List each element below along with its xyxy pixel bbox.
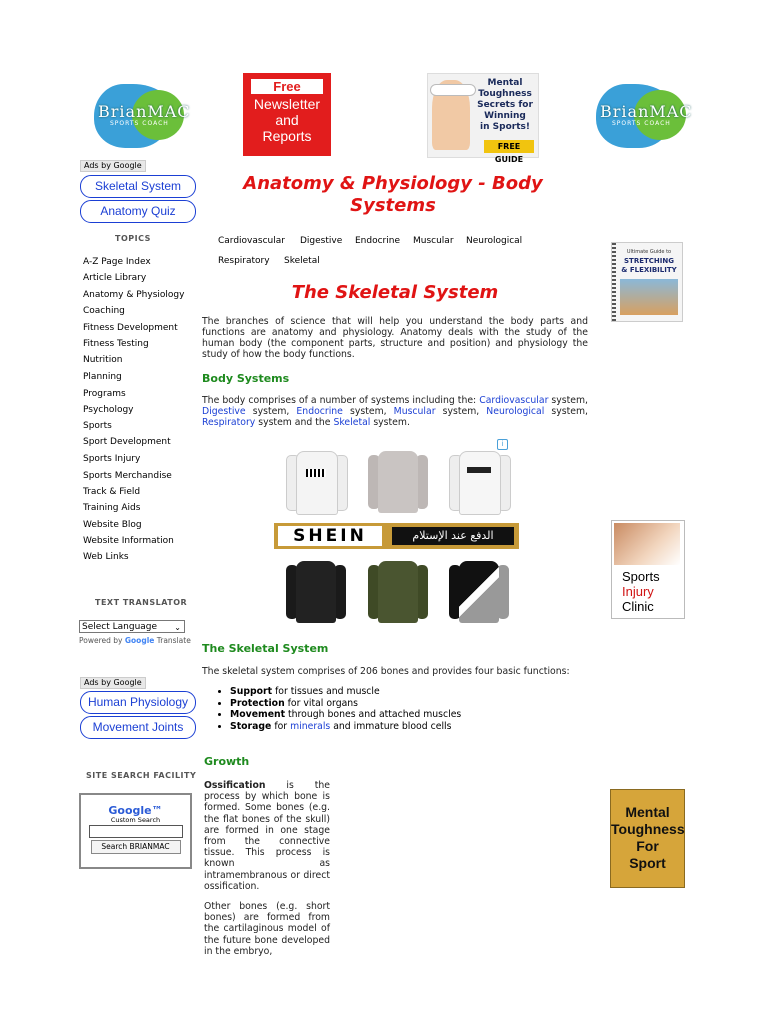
brianmac-logo-left[interactable] <box>88 80 191 152</box>
sidebar-item-sports[interactable]: Sports <box>83 421 112 431</box>
logo-subtext: SPORTS COACH <box>612 120 671 127</box>
sidebar-item-coaching[interactable]: Coaching <box>83 306 125 316</box>
newsletter-line3: Reports <box>262 128 312 144</box>
mental-toughness-book-ad[interactable] <box>610 789 685 888</box>
book-cover-image <box>620 279 678 315</box>
link-digestive[interactable]: Digestive <box>202 406 246 417</box>
powered-by-label: Powered by <box>79 636 123 645</box>
text: system. <box>370 417 410 428</box>
ads-by-google-label-2[interactable]: Ads by Google <box>80 677 146 689</box>
chevron-down-icon: ⌄ <box>174 623 181 632</box>
sidebar-item-planning[interactable]: Planning <box>83 372 122 382</box>
product-white-sweater <box>284 443 348 515</box>
skeletal-system-heading: The Skeletal System <box>202 642 329 655</box>
nav-skeletal[interactable]: Skeletal <box>284 256 320 266</box>
ad-link-skeletal-system[interactable]: Skeletal System <box>80 175 196 198</box>
text: system, <box>245 406 297 417</box>
brianmac-logo-right[interactable] <box>590 80 693 152</box>
link-respiratory[interactable]: Respiratory <box>202 417 256 428</box>
clinic-line2: Injury <box>622 584 654 599</box>
search-button[interactable]: Search BRIANMAC <box>91 840 181 854</box>
shein-brand: SHEIN <box>278 526 382 546</box>
ad-link-movement-joints[interactable]: Movement Joints <box>80 716 196 739</box>
mtb-line2: Toughness <box>611 821 685 837</box>
language-select[interactable] <box>79 620 185 633</box>
ossification-text: is the process by which bone is formed. Some bones (e.g. the flat bones of the skull) are formed in one stage from the connective tissue. This process is known as intramembranous or direct ossification. <box>204 780 330 892</box>
shein-arabic-text: الدفع عند الإستلام <box>392 527 514 545</box>
newsletter-ad[interactable] <box>243 73 331 156</box>
list-item: • Storage for minerals and immature blood cells <box>230 721 588 733</box>
site-search-heading: SITE SEARCH FACILITY <box>86 771 197 780</box>
list-item: • Movement through bones and attached muscles <box>230 709 588 721</box>
sidebar-item-web-links[interactable]: Web Links <box>83 552 129 562</box>
nav-neurological[interactable]: Neurological <box>466 236 523 246</box>
sidebar-item-sports-injury[interactable]: Sports Injury <box>83 454 141 464</box>
mental-toughness-ad[interactable] <box>427 73 539 164</box>
mtb-line3: For <box>636 838 659 854</box>
mental-ad-line1: Mental <box>487 78 523 88</box>
text: system, <box>548 395 588 406</box>
sports-injury-clinic-ad[interactable] <box>611 520 685 619</box>
book-line2: STRETCHING <box>624 257 674 265</box>
text-translator-heading: TEXT TRANSLATOR <box>95 598 188 607</box>
link-endocrine[interactable]: Endocrine <box>296 406 343 417</box>
nav-respiratory[interactable]: Respiratory <box>218 256 270 266</box>
sidebar-item-programs[interactable]: Programs <box>83 389 126 399</box>
mental-ad-line3: Secrets for <box>477 100 533 110</box>
list-item: • Protection for vital organs <box>230 698 588 710</box>
book-line1: Ultimate Guide to <box>626 249 672 255</box>
nav-digestive[interactable]: Digestive <box>300 236 343 246</box>
growth-heading: Growth <box>204 755 250 768</box>
product-grey-hoodie <box>366 443 430 515</box>
free-guide-badge: FREE GUIDE <box>484 140 534 153</box>
translate-label: Translate <box>156 636 191 645</box>
newsletter-line2: and <box>275 112 299 128</box>
sidebar-item-website-blog[interactable]: Website Blog <box>83 520 142 530</box>
logo-text: BrianMAC <box>98 102 191 121</box>
product-black-hoodie <box>284 553 348 625</box>
mtb-line1: Mental <box>625 804 670 820</box>
sidebar-item-psychology[interactable]: Psychology <box>83 405 134 415</box>
text: system, <box>435 406 487 417</box>
shein-banner <box>274 523 519 549</box>
nav-muscular[interactable]: Muscular <box>413 236 454 246</box>
list-item: • Support for tissues and muscle <box>230 686 588 698</box>
language-select-value: Select Language <box>82 622 158 632</box>
link-cardiovascular[interactable]: Cardiovascular <box>479 395 549 406</box>
sidebar-item-article-library[interactable]: Article Library <box>83 273 147 283</box>
product-white-tshirt <box>447 443 511 515</box>
ad-link-anatomy-quiz[interactable]: Anatomy Quiz <box>80 200 196 223</box>
book-line3: & FLEXIBILITY <box>621 266 677 274</box>
ads-by-google-label[interactable]: Ads by Google <box>80 160 146 172</box>
clinic-line1: Sports <box>622 569 660 584</box>
google-logo: Google <box>124 636 155 645</box>
link-muscular[interactable]: Muscular <box>393 406 436 417</box>
logo-subtext: SPORTS COACH <box>110 120 169 127</box>
other-bones-paragraph: Other bones (e.g. short bones) are formed from the cartilaginous model of the future bone developed in the embryo, <box>204 901 330 957</box>
skeletal-intro: The skeletal system comprises of 206 bones and provides four basic functions: <box>202 666 570 677</box>
mental-ad-line4: Winning <box>484 111 526 121</box>
link-skeletal[interactable]: Skeletal <box>333 417 371 428</box>
sidebar-item-sport-development[interactable]: Sport Development <box>83 437 171 447</box>
product-green-hoodie <box>366 553 430 625</box>
clinic-line3: Clinic <box>622 599 654 614</box>
product-colorblock-sweater <box>447 553 511 625</box>
sidebar-item-a-z[interactable]: A-Z Page Index <box>83 257 151 267</box>
sidebar-item-training-aids[interactable]: Training Aids <box>83 503 141 513</box>
sidebar-item-fitness-testing[interactable]: Fitness Testing <box>83 339 149 349</box>
text: system, <box>342 406 394 417</box>
mental-ad-line2: Toughness <box>478 89 532 99</box>
ossification-paragraph <box>204 780 330 892</box>
section-title: The Skeletal System <box>291 282 499 303</box>
clinic-image <box>614 523 680 565</box>
link-neurological[interactable]: Neurological <box>486 406 545 417</box>
sidebar-item-sports-merchandise[interactable]: Sports Merchandise <box>83 471 172 481</box>
body-systems-heading: Body Systems <box>202 372 290 385</box>
page-title: Anatomy & Physiology - Body Systems <box>243 173 543 216</box>
text: system and the <box>255 417 334 428</box>
nav-cardiovascular[interactable]: Cardiovascular <box>218 236 285 246</box>
sidebar-item-website-information[interactable]: Website Information <box>83 536 174 546</box>
google-search-logo: Google™ <box>108 804 163 817</box>
stretching-book-ad[interactable] <box>611 242 683 322</box>
logo-text: BrianMAC <box>600 102 693 121</box>
sidebar-item-fitness-development[interactable]: Fitness Development <box>83 323 178 333</box>
sidebar-item-nutrition[interactable]: Nutrition <box>83 355 123 365</box>
intro-paragraph: The branches of science that will help you understand the body parts and functions are anatomy and physiology. Anatomy deals with the study of the human body (the component parts, structure and position) and physiology the study of how the body functions. <box>202 316 588 360</box>
text: The body comprises of a number of systems including the: <box>202 395 480 406</box>
text: system, <box>544 406 588 417</box>
newsletter-free: Free <box>251 79 323 94</box>
sidebar-item-track-field[interactable]: Track & Field <box>83 487 141 497</box>
functions-list <box>202 686 588 732</box>
ad-link-human-physiology[interactable]: Human Physiology <box>80 691 196 714</box>
mental-ad-line5: in Sports! <box>480 122 530 132</box>
sidebar-item-anatomy[interactable]: Anatomy & Physiology <box>83 290 185 300</box>
body-systems-paragraph <box>202 395 588 428</box>
site-search-box <box>79 793 192 869</box>
ad-info-icon[interactable]: i <box>497 439 508 450</box>
custom-search-label: Custom Search <box>110 816 161 824</box>
link-minerals[interactable]: minerals <box>290 720 331 732</box>
ossification-term: Ossification <box>204 780 266 791</box>
powered-by-google-translate[interactable] <box>79 636 191 645</box>
search-input[interactable] <box>89 825 183 838</box>
newsletter-line1: Newsletter <box>253 96 321 112</box>
nav-endocrine[interactable]: Endocrine <box>355 236 400 246</box>
mtb-line4: Sport <box>629 855 666 871</box>
topics-heading: TOPICS <box>115 234 151 243</box>
